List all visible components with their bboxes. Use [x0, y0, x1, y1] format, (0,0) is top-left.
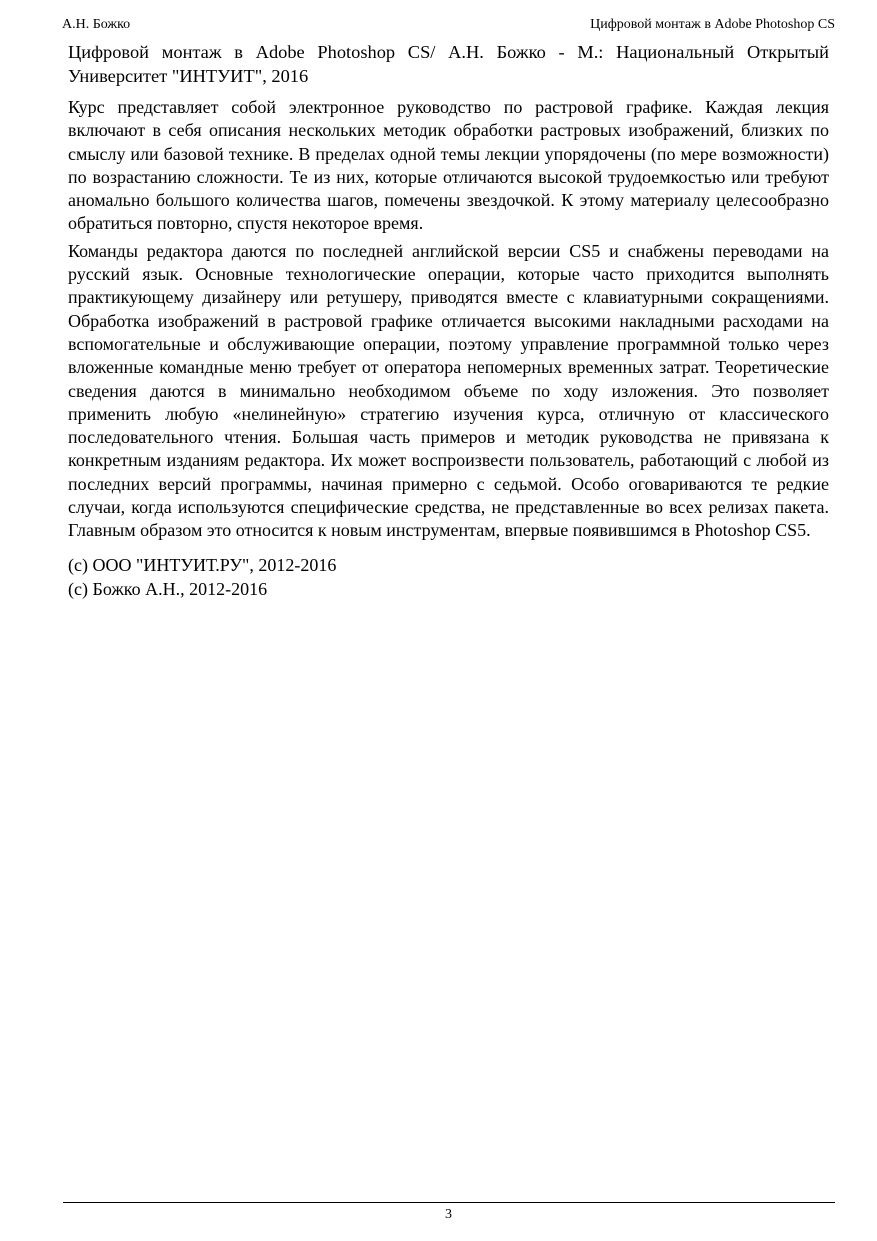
abstract-paragraph-2: Команды редактора даются по последней английской версии CS5 и снабжены переводами на русский язык. Основные технологические операции, которые часто приходится выполнять практикующему дизайнеру или ретушеру, приводятся вместе с клавиатурными сокращениями. Обработка изображений в растровой графике отличается высокими накладными расходами на вспомогательные и обслуживающие операции, поэтому управление программной только через вложенные командные меню требует от оператора непомерных временных затрат. Теоретические сведения даются в минимально необходимом объеме по ходу изложения. Это позволяет применить любую «нелинейную» стратегию изучения курса, отличную от классического последовательного чтения. Большая часть примеров и методик руководства не привязана к конкретным изданиям редактора. Их может воспроизвести пользователь, работающий с любой из последних версий программы, начиная примерно с седьмой. Особо оговариваются те редкие случаи, когда используются специфические средства, не представленные во всех релизах пакета. Главным образом это относится к новым инструментам, впервые появившимся в Photoshop CS5. — [68, 240, 829, 541]
running-header — [62, 15, 835, 35]
footer-divider — [63, 1202, 835, 1203]
copyright-line-intuit: (c) ООО "ИНТУИТ.РУ", 2012-2016 — [68, 554, 337, 575]
header-book-title: Цифровой монтаж в Adobe Photoshop CS — [590, 17, 835, 32]
page-content — [68, 40, 829, 601]
abstract-paragraph-1: Курс представляет собой электронное руководство по растровой графике. Каждая лекция включают в себя описания нескольких методик обработки растровых изображений, близких по смыслу или базовой технике. В пределах одной темы лекции упорядочены (по мере возможности) по возрастанию сложности. Те из них, которые отличаются высокой трудоемкостью или требуют аномально большого количества шагов, помечены звездочкой. К этому материалу целесообразно обратиться повторно, спустя некоторое время. — [68, 97, 829, 234]
bibliographic-citation: Цифровой монтаж в Adobe Photoshop CS/ А.Н. Божко - М.: Национальный Открытый Университет "ИНТУИТ", 2016 — [68, 42, 829, 86]
copyright-line-author: (c) Божко А.Н., 2012-2016 — [68, 578, 268, 599]
page-number: 3 — [445, 1207, 452, 1222]
copyright-block — [68, 553, 829, 601]
header-author: А.Н. Божко — [62, 17, 131, 32]
